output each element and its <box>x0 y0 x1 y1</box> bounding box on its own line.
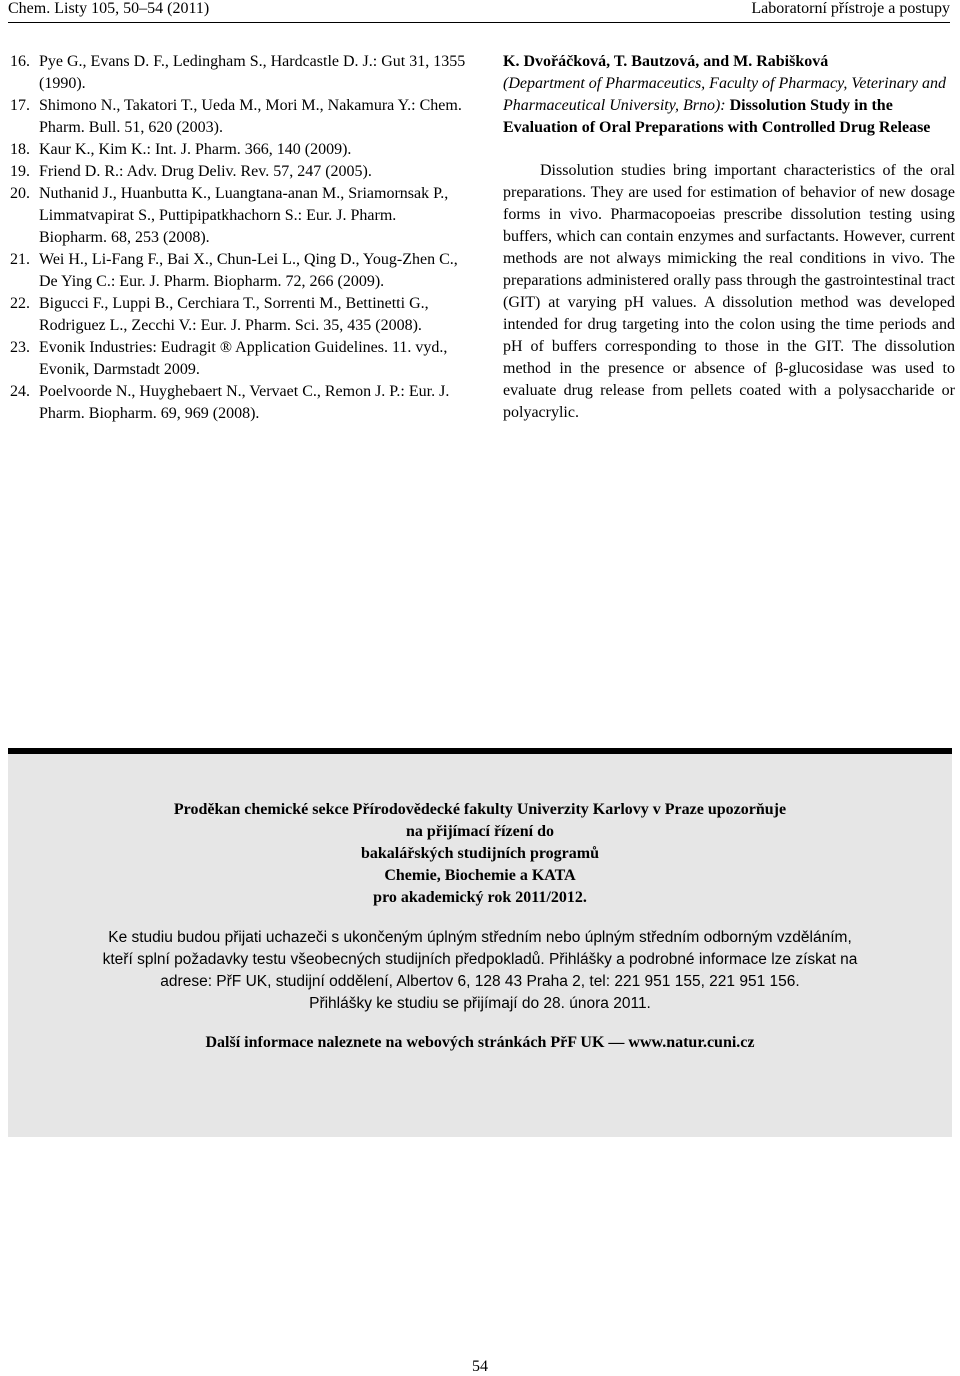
abstract-affiliation: (Department of Pharmaceutics, Faculty of Pharmacy, Veterinary and Pharmaceutical University, Brno): <box>503 75 947 114</box>
reference-text: Evonik Industries: Eudragit ® Application Guidelines. 11. vyd., Evonik, Darmstadt 2009. <box>39 339 448 378</box>
reference-text: Nuthanid J., Huanbutta K., Luangtana-anan M., Sriamornsak P., Limmatvapirat S., Puttipipatkhachorn S.: Eur. J. Pharm. Biopharm. 68, 253 (2008). <box>39 185 449 246</box>
abstract-authors: K. Dvořáčková, T. Bautzová, and M. Rabišková <box>503 53 829 70</box>
admission-notice <box>8 748 952 1137</box>
running-header <box>8 0 950 30</box>
reference-number: 18. <box>10 141 30 158</box>
reference-item <box>10 337 466 381</box>
reference-text: Kaur K., Kim K.: Int. J. Pharm. 366, 140 (2009). <box>39 141 352 158</box>
reference-item <box>10 51 466 95</box>
reference-number: 23. <box>10 339 30 356</box>
reference-text: Poelvoorde N., Huyghebaert N., Vervaet C., Remon J. P.: Eur. J. Pharm. Biopharm. 69, 969 (2008). <box>39 383 450 422</box>
page-number: 54 <box>472 1358 488 1375</box>
reference-text: Wei H., Li-Fang F., Bai X., Chun-Lei L., Qing D., Youg-Zhen C., De Ying C.: Eur. J. Pharm. Biopharm. 72, 266 (2009). <box>39 251 458 290</box>
notice-body-line: kteří splní požadavky testu všeobecných studijních předpokladů. Přihlášky a podrobné informace lze získat na <box>102 951 858 968</box>
section-title: Laboratorní přístroje a postupy <box>751 0 950 17</box>
reference-item <box>10 293 466 337</box>
reference-text: Pye G., Evans D. F., Ledingham S., Hardcastle D. J.: Gut 31, 1355 (1990). <box>39 53 466 92</box>
reference-text: Friend D. R.: Adv. Drug Deliv. Rev. 57, 247 (2005). <box>39 163 372 180</box>
notice-heading <box>8 799 952 909</box>
notice-body-line: adrese: PřF UK, studijní oddělení, Albertov 6, 128 43 Praha 2, tel: 221 951 155, 221 951 156. <box>160 973 800 990</box>
header-rule <box>8 22 950 23</box>
notice-body-line: Přihlášky ke studiu se přijímají do 28. února 2011. <box>309 995 651 1012</box>
abstract-body: Dissolution studies bring important characteristics of the oral preparations. They are used for estimation of behavior of new dosage forms in vivo. Pharmacopoeias prescribe dissolution testing using buffers, which can contain enzymes and surfactants. However, current methods are not always mimicking the real conditions in vivo. The preparations administered orally pass through the gastrointestinal tract (GIT) at varying pH values. A dissolution method was developed intended for drug targeting into the colon using the time periods and pH of buffers corresponding to those in the GIT. The dissolution method in the presence or absence of β-glucosidase was used to evaluate drug release from pellets coated with a polysaccharide or polyacrylic. <box>503 162 955 421</box>
reference-item <box>10 95 466 139</box>
abstract-heading <box>503 73 955 139</box>
notice-heading-line: na přijímací řízení do <box>406 823 554 840</box>
reference-item <box>10 139 466 161</box>
reference-number: 22. <box>10 295 30 312</box>
reference-text: Shimono N., Takatori T., Ueda M., Mori M., Nakamura Y.: Chem. Pharm. Bull. 51, 620 (2003). <box>39 97 462 136</box>
notice-heading-line: Chemie, Biochemie a KATA <box>384 867 576 884</box>
notice-heading-line: bakalářských studijních programů <box>361 845 599 862</box>
reference-number: 17. <box>10 97 30 114</box>
reference-item <box>10 161 466 183</box>
reference-number: 24. <box>10 383 30 400</box>
reference-number: 16. <box>10 53 30 70</box>
reference-list <box>10 51 466 425</box>
notice-heading-line: Proděkan chemické sekce Přírodovědecké fakulty Univerzity Karlovy v Praze upozorňuje <box>173 801 787 818</box>
notice-heading-line: pro akademický rok 2011/2012. <box>373 889 587 906</box>
notice-footer: Další informace naleznete na webových stránkách PřF UK — www.natur.cuni.cz <box>205 1034 755 1051</box>
reference-text: Bigucci F., Luppi B., Cerchiara T., Sorrenti M., Bettinetti G., Rodriguez L., Zecchi V.: Eur. J. Pharm. Sci. 35, 435 (2008). <box>39 295 429 334</box>
abstract-title: Dissolution Study in the Evaluation of Oral Preparations with Controlled Drug Release <box>503 97 931 136</box>
reference-number: 21. <box>10 251 30 268</box>
notice-body-line: Ke studiu budou přijati uchazeči s ukončeným úplným středním nebo úplným středním odborným vzděláním, <box>108 929 852 946</box>
notice-body <box>8 927 952 1015</box>
reference-item <box>10 249 466 293</box>
reference-number: 19. <box>10 163 30 180</box>
reference-item <box>10 381 466 425</box>
abstract <box>503 51 955 424</box>
reference-item <box>10 183 466 249</box>
reference-number: 20. <box>10 185 30 202</box>
journal-citation: Chem. Listy 105, 50–54 (2011) <box>8 0 210 17</box>
